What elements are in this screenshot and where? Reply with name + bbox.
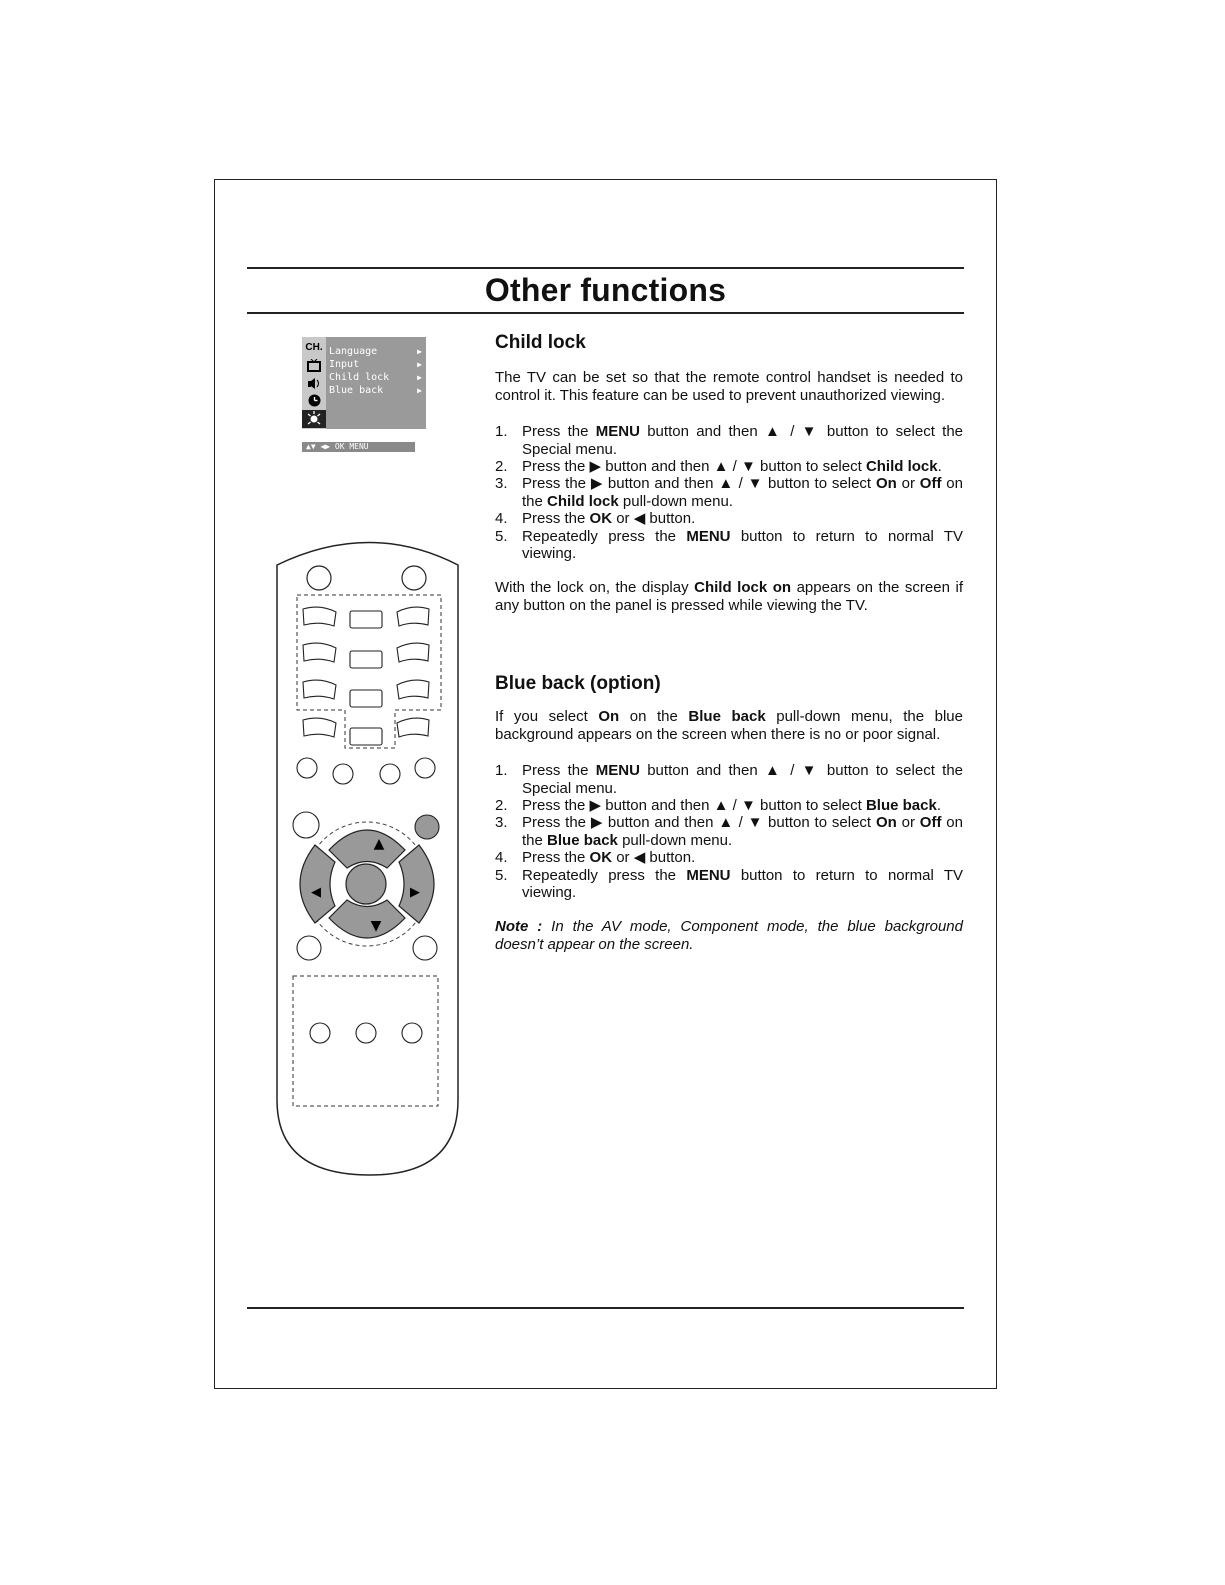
osd-item-language: Language ▶ — [329, 346, 422, 357]
chevron-right-icon: ▶ — [417, 386, 422, 395]
osd-item-input: Input ▶ — [329, 359, 422, 370]
number-key — [350, 690, 382, 707]
arrow-down-icon: ▼ — [370, 918, 382, 934]
step-item: 1. Press the MENU button and then ▲ / ▼ button to select the Special menu. — [495, 423, 964, 458]
number-key — [397, 607, 429, 626]
sound-icon — [304, 377, 324, 392]
mute-button — [402, 566, 426, 590]
lower-buttons — [310, 1023, 422, 1043]
child-lock-steps — [495, 423, 963, 562]
special-icon — [302, 410, 326, 428]
channel-icon: CH. — [305, 342, 323, 353]
round-button — [415, 758, 435, 778]
clock-icon — [304, 394, 324, 409]
round-button — [380, 764, 400, 784]
chevron-right-icon: ▶ — [417, 360, 422, 369]
step-item: 1. Press the MENU button and then ▲ / ▼ button to select the Special menu. — [495, 762, 964, 797]
osd-sidebar — [302, 337, 326, 429]
blue-back-note: Note : In the AV mode, Component mode, the blue background doesn’t appear on the screen. — [495, 918, 963, 953]
title-bottom-rule — [247, 312, 964, 314]
osd-item-blue-back: Blue back ▶ — [329, 385, 422, 396]
arrow-right-icon: ▶ — [410, 885, 420, 900]
round-button — [356, 1023, 376, 1043]
round-button — [310, 1023, 330, 1043]
tv-icon — [304, 359, 324, 374]
number-key — [350, 611, 382, 628]
power-button — [307, 566, 331, 590]
child-lock-heading: Child lock — [495, 332, 586, 353]
round-button — [333, 764, 353, 784]
blue-back-section — [495, 675, 963, 953]
number-key — [397, 643, 429, 662]
child-lock-outro: With the lock on, the display Child lock on appears on the screen if any button on the panel is pressed while viewing the TV. — [495, 579, 963, 614]
number-key — [303, 607, 336, 626]
arrow-up-icon: ▲ — [373, 836, 385, 852]
number-key — [350, 651, 382, 668]
number-key — [397, 680, 429, 699]
osd-menu — [302, 337, 426, 429]
title-top-rule — [247, 267, 964, 269]
number-key — [303, 680, 336, 699]
ok-button — [346, 864, 386, 904]
step-item: 2. Press the ▶ button and then ▲ / ▼ button to select Child lock. — [495, 458, 942, 476]
remote-control — [275, 530, 465, 1180]
blue-back-steps — [495, 762, 963, 901]
child-lock-section — [495, 334, 963, 614]
step-item: 2. Press the ▶ button and then ▲ / ▼ button to select Blue back. — [495, 797, 941, 815]
number-key — [350, 728, 382, 745]
step-item: 5. Repeatedly press the MENU button to return to normal TV viewing. — [495, 866, 963, 902]
step-item: 4. Press the OK or ◀ button. — [495, 510, 696, 528]
number-key — [303, 643, 336, 662]
exit-button — [415, 815, 439, 839]
blue-back-heading: Blue back (option) — [495, 673, 661, 694]
arrow-left-icon: ◀ — [311, 885, 321, 900]
step-item: 3. Press the ▶ button and then ▲ / ▼ button to select On or Off on the Blue back pull-down menu. — [495, 814, 963, 849]
footer-rule — [247, 1307, 964, 1309]
round-button — [297, 936, 321, 960]
page-title: Other functions — [484, 272, 727, 308]
step-item: 4. Press the OK or ◀ button. — [495, 849, 696, 867]
osd-nav-bar: ▲▼ ◀▶ OK MENU — [302, 442, 415, 452]
number-key — [303, 718, 336, 737]
chevron-right-icon: ▶ — [417, 373, 422, 382]
round-button — [297, 758, 317, 778]
step-item: 5. Repeatedly press the MENU button to return to normal TV viewing. — [495, 527, 963, 563]
menu-button — [293, 812, 319, 838]
osd-item-child-lock: Child lock ▶ — [329, 372, 422, 383]
step-item: 3. Press the ▶ button and then ▲ / ▼ button to select On or Off on the Child lock pull-down menu. — [495, 475, 963, 510]
chevron-right-icon: ▶ — [417, 347, 422, 356]
round-button — [413, 936, 437, 960]
blue-back-intro: If you select On on the Blue back pull-down menu, the blue background appears on the screen when there is no or poor signal. — [495, 708, 963, 743]
child-lock-intro: The TV can be set so that the remote control handset is needed to control it. This feature can be used to prevent unauthorized viewing. — [495, 369, 963, 404]
number-key — [397, 718, 429, 737]
round-button — [402, 1023, 422, 1043]
